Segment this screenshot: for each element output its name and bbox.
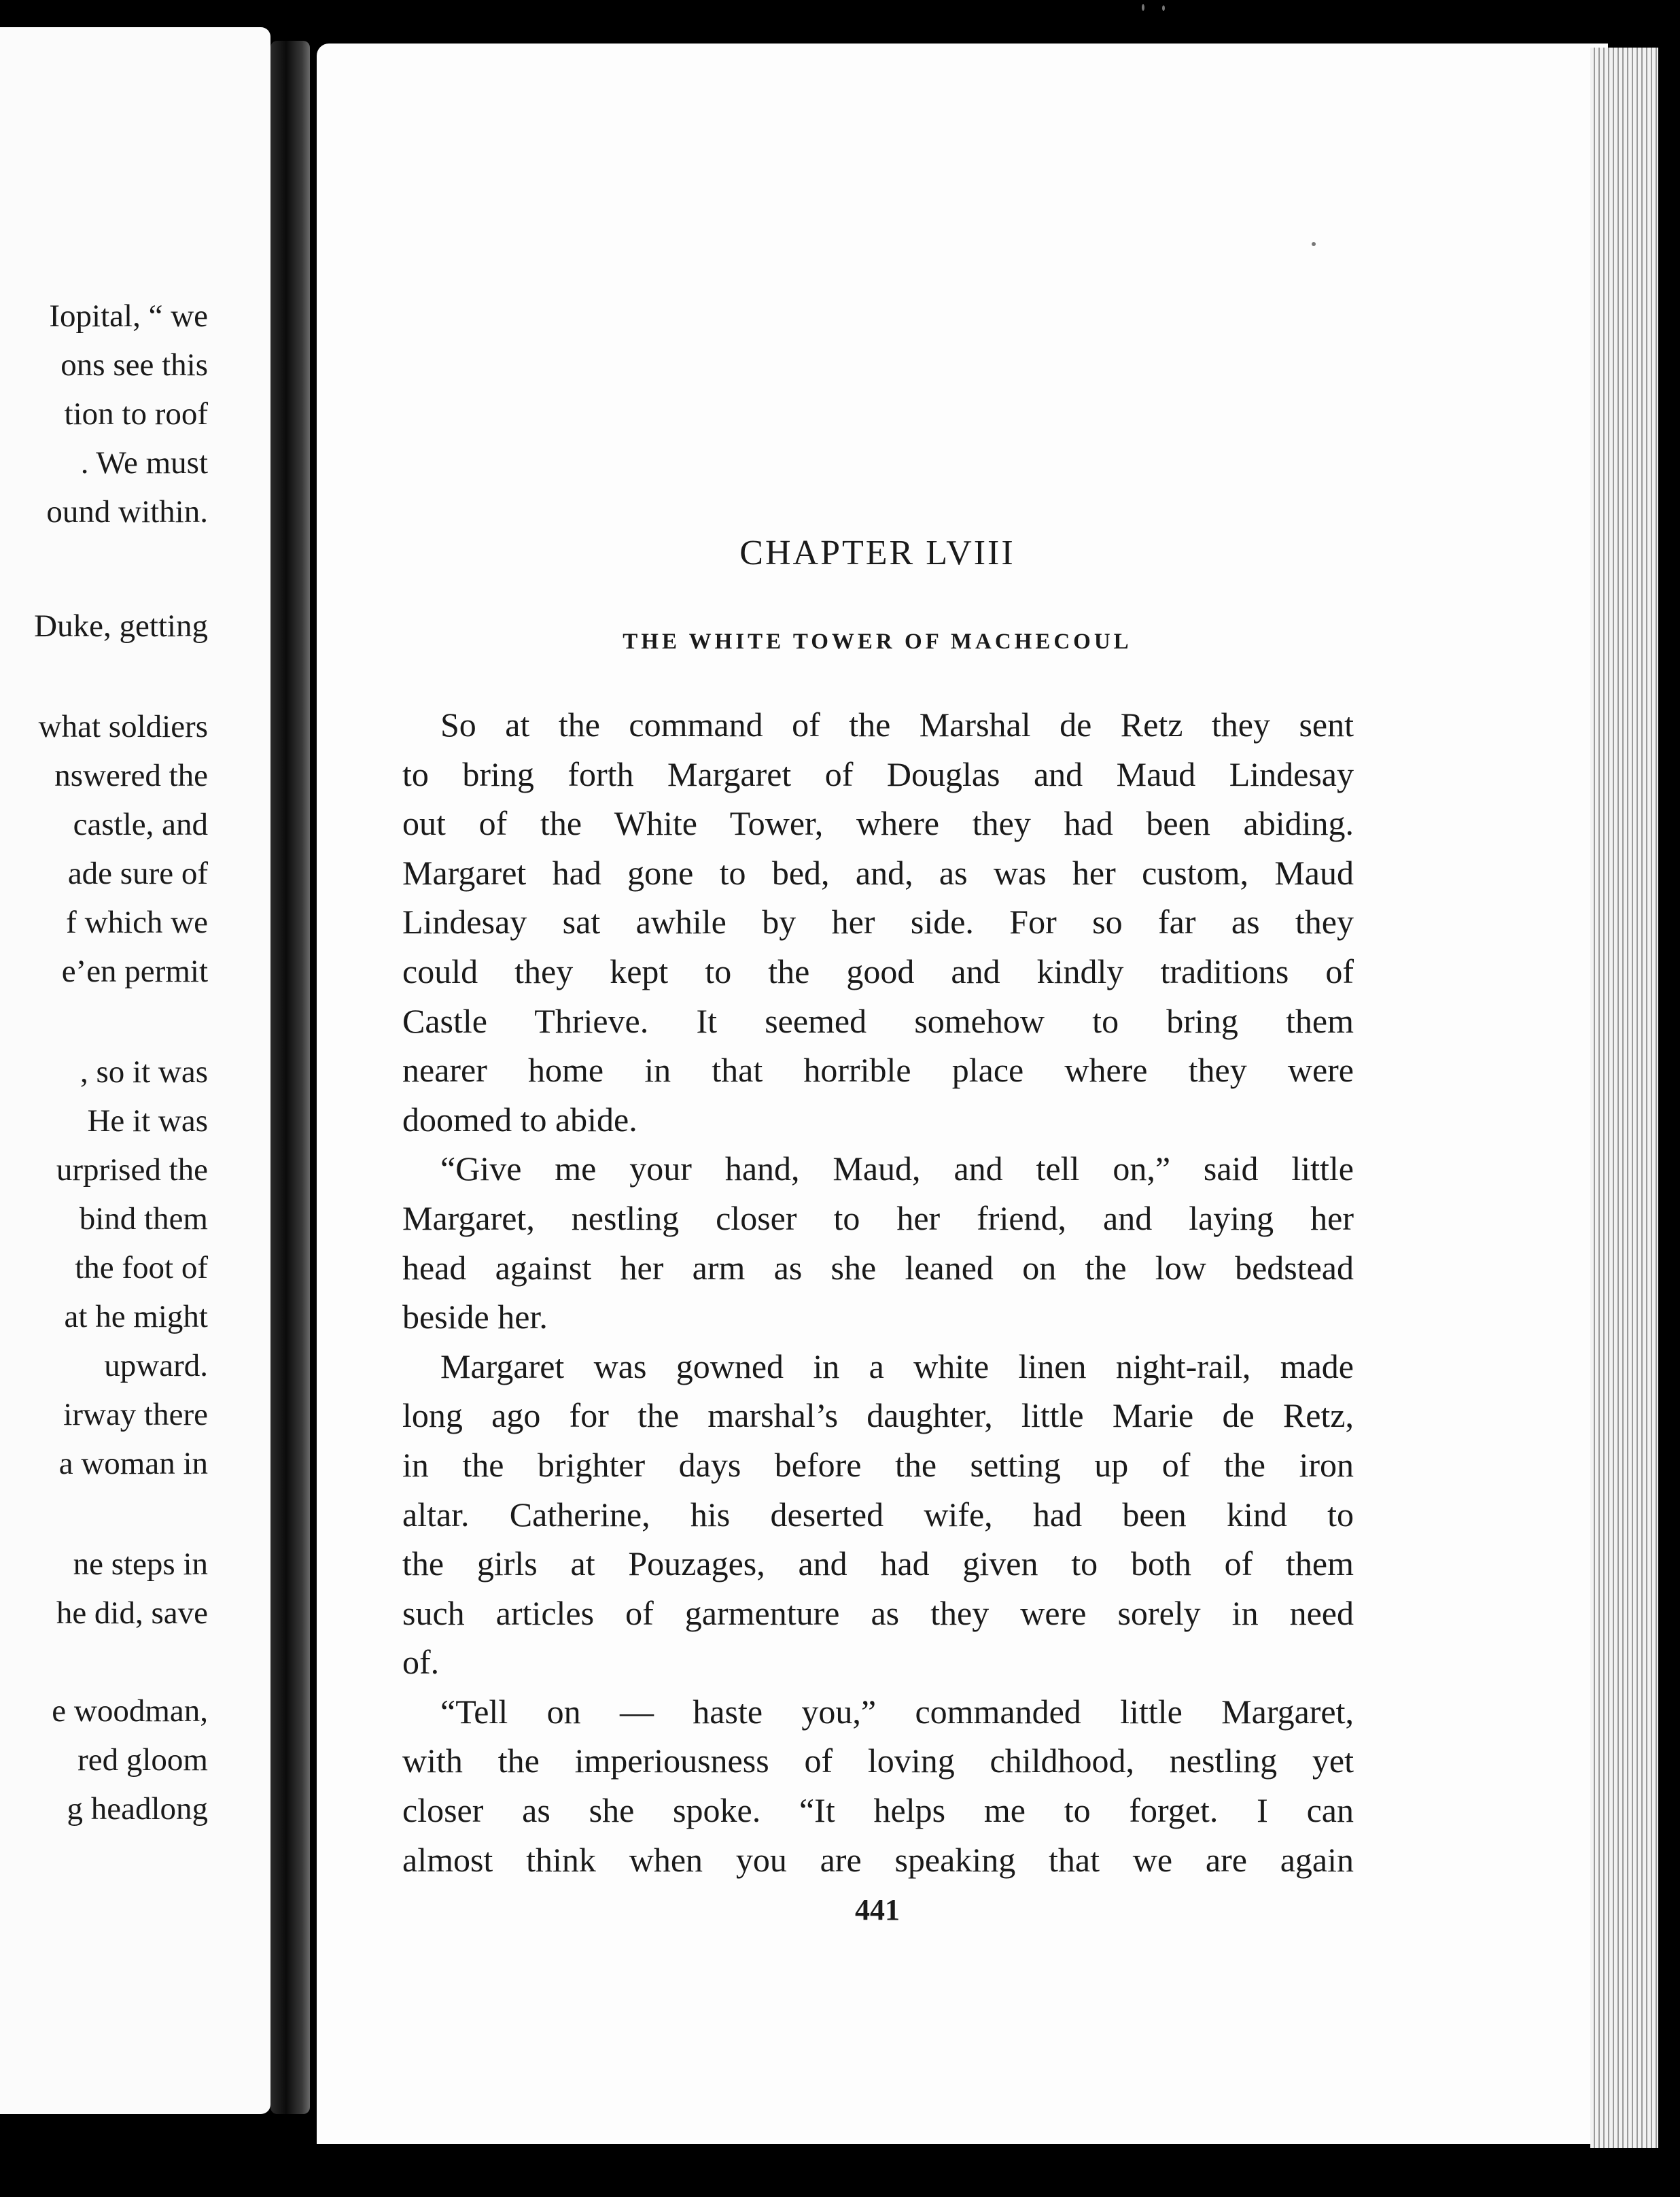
page-number: 441 xyxy=(855,1893,900,1926)
chapter-body xyxy=(402,700,1354,1884)
facing-page-line: bind them xyxy=(79,1201,208,1236)
facing-page-line: . We must xyxy=(80,445,208,481)
facing-page-line: what soldiers xyxy=(38,709,208,744)
text-line: altar. Catherine, his deserted wife, had been kind to xyxy=(402,1495,1354,1534)
text-line: beside her. xyxy=(402,1298,548,1336)
paragraph xyxy=(402,700,1354,1144)
paragraph xyxy=(402,1342,1354,1687)
scan-speck xyxy=(1142,4,1144,11)
text-line: Margaret was gowned in a white linen night-rail, made xyxy=(440,1347,1354,1385)
text-line: could they kept to the good and kindly traditions of xyxy=(402,952,1354,990)
text-line: the girls at Pouzages, and had given to both of them xyxy=(402,1544,1354,1583)
text-line: to bring forth Margaret of Douglas and Maud Lindesay xyxy=(402,755,1354,793)
facing-page-line: g headlong xyxy=(67,1791,208,1827)
text-line: long ago for the marshal’s daughter, little Marie de Retz, xyxy=(402,1396,1354,1435)
text-line: in the brighter days before the setting up of the iron xyxy=(402,1445,1354,1484)
facing-page-line: ne steps in xyxy=(73,1546,208,1582)
text-line: almost think when you are speaking that we are again xyxy=(402,1840,1354,1879)
facing-page-line: Duke, getting xyxy=(34,608,208,644)
facing-page-line: irway there xyxy=(63,1397,208,1432)
text-line: closer as she spoke. “It helps me to forget. I can xyxy=(402,1791,1354,1830)
text-line: Lindesay sat awhile by her side. For so far as they xyxy=(402,903,1354,941)
chapter-subtitle: THE WHITE TOWER OF MACHECOUL xyxy=(623,629,1132,654)
facing-page-line: , so it was xyxy=(80,1054,208,1090)
facing-page-line: castle, and xyxy=(73,807,208,842)
page-edges xyxy=(1590,48,1658,2148)
facing-page-line: urprised the xyxy=(56,1152,208,1188)
facing-page-text xyxy=(0,27,270,2114)
scan-speck xyxy=(1312,242,1316,246)
text-line: “Tell on — haste you,” commanded little Margaret, xyxy=(440,1692,1354,1731)
scan-speck xyxy=(1162,5,1165,11)
facing-page-line: e’en permit xyxy=(61,954,208,989)
book-gutter-shadow xyxy=(270,41,310,2114)
facing-page-line: he did, save xyxy=(56,1595,208,1631)
text-line: doomed to abide. xyxy=(402,1100,637,1139)
text-line: Castle Thrieve. It seemed somehow to bring them xyxy=(402,1001,1354,1040)
facing-page-line: He it was xyxy=(87,1103,208,1139)
facing-page-line: ons see this xyxy=(60,347,208,383)
text-line: Margaret, nestling closer to her friend, and laying her xyxy=(402,1198,1354,1237)
facing-page-line: tion to roof xyxy=(64,396,208,432)
facing-page-line: ound within. xyxy=(46,494,208,530)
facing-page-line: f which we xyxy=(66,905,208,940)
facing-page-left xyxy=(0,27,270,2114)
paragraph xyxy=(402,1687,1354,1884)
facing-page-line: at he might xyxy=(64,1299,208,1334)
text-line: “Give me your hand, Maud, and tell on,” said little xyxy=(440,1149,1354,1188)
facing-page-line: a woman in xyxy=(58,1446,208,1481)
facing-page-line: red gloom xyxy=(77,1742,208,1778)
facing-page-line: Iopital, “ we xyxy=(49,298,208,334)
text-line: So at the command of the Marshal de Retz they sent xyxy=(440,706,1354,744)
facing-page-line: e woodman, xyxy=(52,1693,208,1729)
chapter-heading: CHAPTER LVIII xyxy=(739,534,1015,572)
text-line: head against her arm as she leaned on the low bedstead xyxy=(402,1248,1354,1287)
facing-page-line: upward. xyxy=(104,1348,208,1383)
text-line: with the imperiousness of loving childhood, nestling yet xyxy=(402,1742,1354,1780)
facing-page-line: ade sure of xyxy=(67,856,208,891)
text-line: of. xyxy=(402,1643,440,1682)
text-line: out of the White Tower, where they had been abiding. xyxy=(402,804,1354,843)
text-line: such articles of garmenture as they were sorely in need xyxy=(402,1593,1354,1632)
paragraph xyxy=(402,1144,1354,1341)
facing-page-line: the foot of xyxy=(75,1250,208,1285)
text-line: nearer home in that horrible place where they were xyxy=(402,1051,1354,1090)
text-line: Margaret had gone to bed, and, as was her custom, Maud xyxy=(402,853,1354,892)
facing-page-line: nswered the xyxy=(54,758,208,793)
